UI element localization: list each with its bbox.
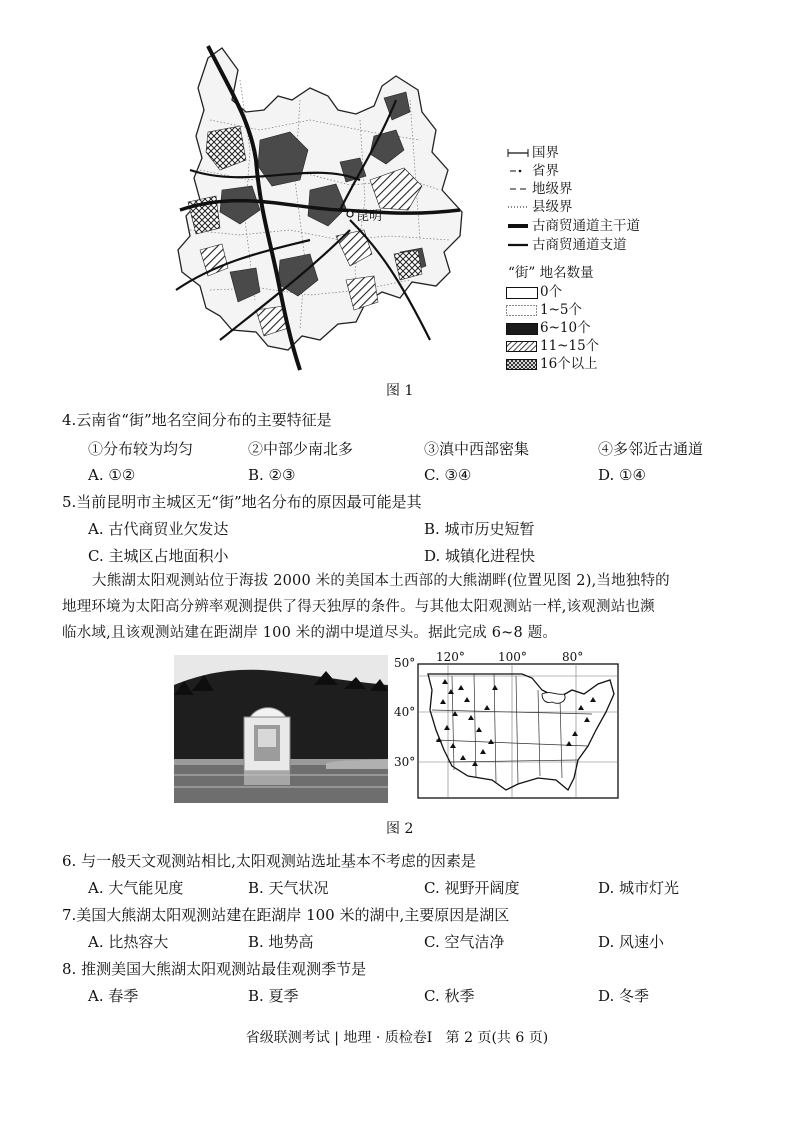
- lon-label-120: 120°: [436, 650, 465, 664]
- legend-class-1: 1~5个: [540, 302, 582, 318]
- map-legend: [506, 144, 686, 376]
- lat-label-50: 50°: [394, 656, 416, 670]
- q5-option-b[interactable]: B. 城市历史短暂: [424, 520, 535, 538]
- legend-class-0: 0个: [540, 284, 563, 300]
- legend-line-symbols: [506, 144, 532, 256]
- q6-option-c[interactable]: C. 视野开阔度: [424, 879, 520, 897]
- q7-option-a[interactable]: A. 比热容大: [88, 933, 169, 951]
- lat-label-30: 30°: [394, 755, 416, 769]
- observatory-photo: [174, 655, 388, 803]
- kunming-label: 昆明: [356, 209, 383, 224]
- q4-option-b[interactable]: B. ②③: [248, 466, 296, 484]
- yunnan-map: [160, 40, 500, 380]
- legend-county-border: 县级界: [532, 199, 573, 215]
- legend-count-title: “街” 地名数量: [508, 265, 594, 281]
- q4-statement-1: ①分布较为均匀: [88, 440, 194, 458]
- q4-option-a[interactable]: A. ①②: [88, 466, 136, 484]
- q6-stem: 6. 与一般天文观测站相比,太阳观测站选址基本不考虑的因素是: [62, 852, 476, 870]
- passage-line-3: 临水域,且该观测站建在距湖岸 100 米的湖中堤道尽头。据此完成 6~8 题。: [62, 625, 558, 641]
- swatch-1-5: [506, 305, 538, 317]
- q5-option-c[interactable]: C. 主城区占地面积小: [88, 547, 229, 565]
- legend-province-border: 省界: [532, 163, 559, 179]
- q8-stem: 8. 推测美国大熊湖太阳观测站最佳观测季节是: [62, 960, 367, 978]
- legend-prefecture-border: 地级界: [532, 181, 573, 197]
- q8-option-a[interactable]: A. 春季: [88, 987, 139, 1005]
- q8-option-b[interactable]: B. 夏季: [248, 987, 299, 1005]
- q4-statement-2: ②中部少南北多: [248, 440, 354, 458]
- figure2-caption: 图 2: [386, 821, 414, 837]
- q4-option-c[interactable]: C. ③④: [424, 466, 472, 484]
- passage-line-2: 地理环境为太阳高分辨率观测提供了得天独厚的条件。与其他太阳观测站一样,该观测站也濒: [62, 599, 655, 615]
- lon-label-100: 100°: [498, 650, 527, 664]
- legend-main-route: 古商贸通道主干道: [532, 218, 640, 234]
- legend-class-2: 6~10个: [540, 320, 591, 336]
- us-map: [392, 650, 630, 802]
- passage-line-1: 大熊湖太阳观测站位于海拔 2000 米的美国本土西部的大熊湖畔(位置见图 2),当地独特的: [92, 573, 670, 589]
- q6-option-a[interactable]: A. 大气能见度: [88, 879, 184, 897]
- q7-stem: 7.美国大熊湖太阳观测站建在距湖岸 100 米的湖中,主要原因是湖区: [62, 906, 510, 924]
- q4-statement-4: ④多邻近古通道: [598, 440, 704, 458]
- q6-option-b[interactable]: B. 天气状况: [248, 879, 329, 897]
- legend-class-3: 11~15个: [540, 338, 600, 354]
- q8-option-c[interactable]: C. 秋季: [424, 987, 475, 1005]
- q5-option-d[interactable]: D. 城镇化进程快: [424, 547, 536, 565]
- q6-option-d[interactable]: D. 城市灯光: [598, 879, 680, 897]
- q5-option-a[interactable]: A. 古代商贸业欠发达: [88, 520, 229, 538]
- swatch-16-plus: [506, 359, 538, 371]
- legend-national-border: 国界: [532, 145, 559, 161]
- q7-option-b[interactable]: B. 地势高: [248, 933, 314, 951]
- q5-stem: 5.当前昆明市主城区无“街”地名分布的原因最可能是其: [62, 493, 422, 511]
- q4-statement-3: ③滇中西部密集: [424, 440, 530, 458]
- q7-option-c[interactable]: C. 空气洁净: [424, 933, 505, 951]
- swatch-6-10: [506, 323, 538, 335]
- q4-option-d[interactable]: D. ①④: [598, 466, 646, 484]
- lat-label-40: 40°: [394, 705, 416, 719]
- page-footer: 省级联测考试 | 地理 · 质检卷Ⅰ 第 2 页(共 6 页): [245, 1030, 549, 1046]
- swatch-11-15: [506, 341, 538, 353]
- swatch-0: [506, 287, 538, 299]
- q4-stem: 4.云南省“街”地名空间分布的主要特征是: [62, 411, 332, 429]
- figure1-caption: 图 1: [386, 383, 414, 399]
- q8-option-d[interactable]: D. 冬季: [598, 987, 650, 1005]
- q7-option-d[interactable]: D. 风速小: [598, 933, 665, 951]
- legend-branch-route: 古商贸通道支道: [532, 237, 627, 253]
- lon-label-80: 80°: [562, 650, 584, 664]
- legend-class-4: 16个以上: [540, 356, 598, 372]
